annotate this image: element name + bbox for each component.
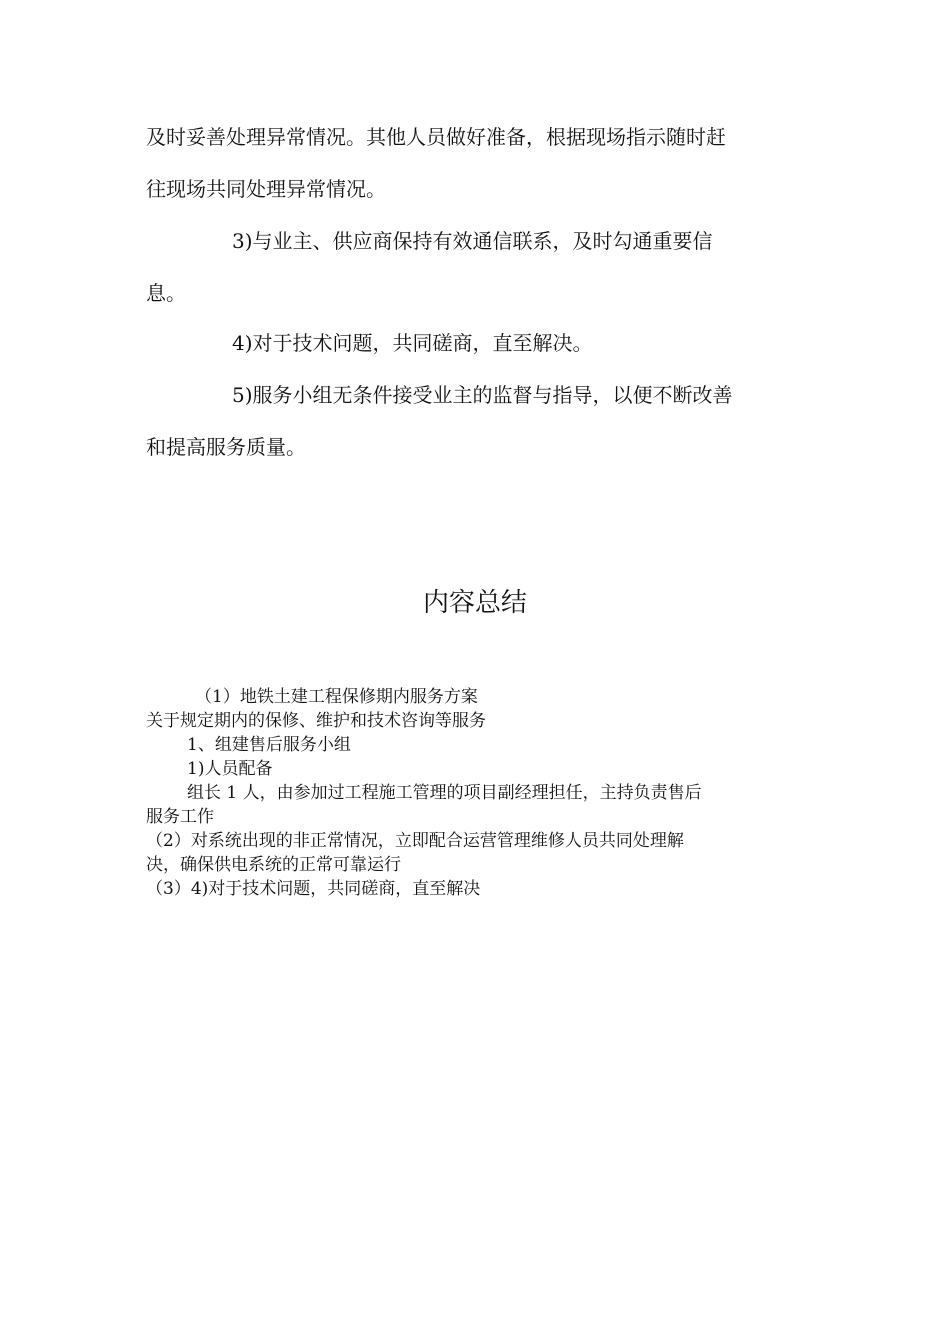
body-line-7: 和提高服务质量。 — [146, 435, 306, 459]
summary-line-7: （2）对系统出现的非正常情况，立即配合运营管理维修人员共同处理解 — [146, 831, 684, 851]
body-line-3: 3)与业主、供应商保持有效通信联系，及时勾通重要信 — [232, 229, 713, 253]
summary-line-9: （3）4)对于技术问题，共同磋商，直至解决 — [146, 879, 481, 899]
summary-line-2: 关于规定期内的保修、维护和技术咨询等服务 — [146, 711, 486, 731]
body-line-6: 5)服务小组无条件接受业主的监督与指导，以便不断改善 — [232, 383, 733, 407]
summary-line-1: （1）地铁土建工程保修期内服务方案 — [195, 687, 478, 707]
summary-line-6: 服务工作 — [146, 807, 214, 827]
body-line-1: 及时妥善处理异常情况。其他人员做好准备，根据现场指示随时赶 — [146, 125, 726, 149]
body-line-2: 往现场共同处理异常情况。 — [146, 177, 386, 201]
summary-line-4: 1)人员配备 — [187, 759, 273, 779]
body-line-4: 息。 — [146, 281, 186, 305]
summary-line-8: 决，确保供电系统的正常可靠运行 — [146, 855, 401, 875]
summary-line-5: 组长 1 人，由参加过工程施工管理的项目副经理担任，主持负责售后 — [187, 783, 702, 803]
summary-line-3: 1、组建售后服务小组 — [187, 735, 351, 755]
body-line-5: 4)对于技术问题，共同磋商，直至解决。 — [232, 331, 593, 355]
summary-title: 内容总结 — [422, 588, 527, 618]
